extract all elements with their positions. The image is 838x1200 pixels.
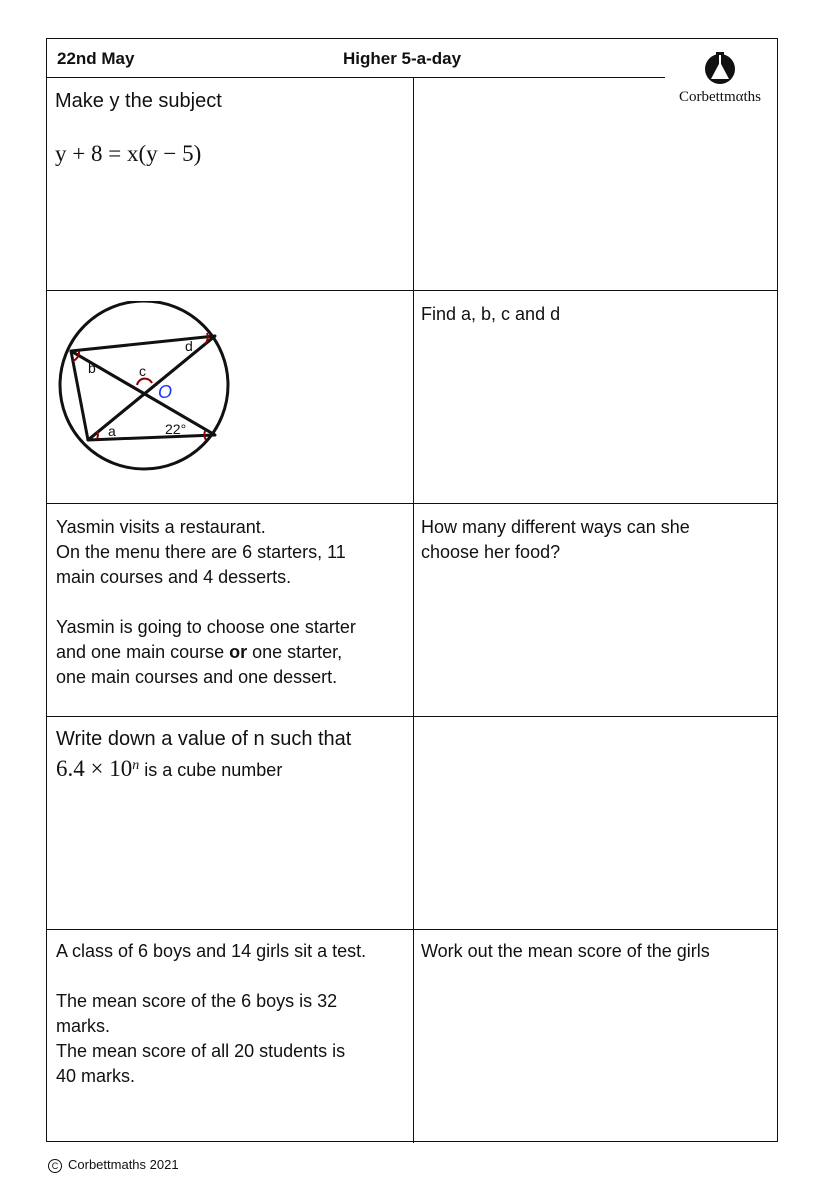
logo-text: Corbettmαths: [678, 89, 762, 105]
q4-prompt: Write down a value of n such that: [56, 728, 352, 750]
label-b: b: [88, 360, 96, 376]
q3-line: and one main course or one starter,: [56, 642, 343, 662]
q3-question: How many different ways can she choose her food?: [421, 517, 690, 562]
q3-line: one main courses and one dessert.: [56, 667, 338, 687]
circle-outline: [60, 301, 228, 469]
q4-expression: $6.4 \times 10^n$ is a cube number: [56, 756, 283, 781]
angle-c-arc: [137, 379, 152, 385]
q3-text: [56, 515, 356, 690]
q2-prompt: Find a, b, c and d: [421, 304, 561, 324]
label-c: c: [139, 363, 146, 379]
q3-line: Yasmin visits a restaurant.: [56, 517, 266, 537]
cyclic-quadrilateral: [71, 336, 215, 440]
q3-line: main courses and 4 desserts.: [56, 567, 292, 587]
q5-question: Work out the mean score of the girls: [421, 941, 710, 961]
q1-equation: y + 8 = x(y − 5): [55, 141, 202, 166]
worksheet-title: Higher 5-a-day: [343, 49, 462, 68]
footer-text: Corbettmaths 2021: [68, 1157, 179, 1172]
label-d: d: [185, 338, 193, 354]
label-a: a: [108, 423, 116, 439]
header-divider: [47, 77, 669, 78]
column-divider: [413, 77, 414, 1143]
angle-a-arc: [97, 431, 98, 439]
row-divider: [47, 290, 777, 291]
q5-text: A class of 6 boys and 14 girls sit a test. The mean score of the 6 boys is 32 marks. The mean score of all 20 students is 40 marks.: [56, 941, 367, 1086]
chord-side: [71, 351, 88, 440]
date-label: 22nd May: [57, 49, 135, 68]
circle-theorem-diagram: [55, 301, 235, 481]
footer: [48, 1157, 179, 1173]
row-divider: [47, 503, 777, 504]
corbettmaths-logo: [665, 49, 775, 109]
copyright-icon: C: [48, 1159, 62, 1173]
row-divider: [47, 716, 777, 717]
q1-prompt: Make y the subject: [55, 90, 222, 112]
q3-line: Yasmin is going to choose one starter: [56, 617, 356, 637]
logo-icon: [665, 49, 775, 91]
worksheet: [46, 38, 778, 1142]
label-22-degrees: 22°: [165, 421, 187, 437]
q3-line: On the menu there are 6 starters, 11: [56, 542, 346, 562]
label-centre-o: O: [158, 382, 173, 402]
row-divider: [47, 929, 777, 930]
